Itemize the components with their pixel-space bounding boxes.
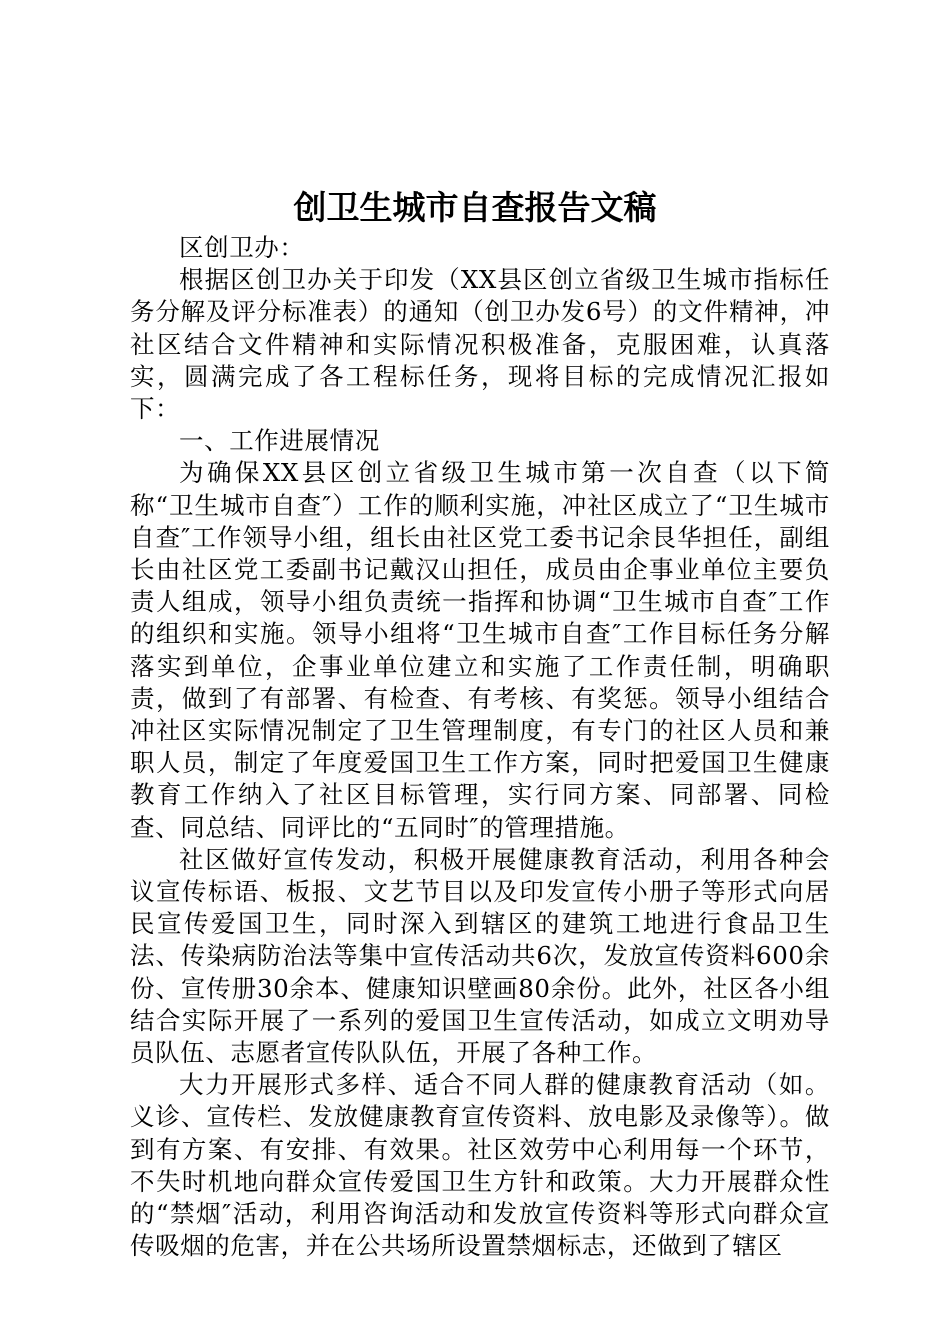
salutation: 区创卫办： (179, 233, 305, 262)
document-body (130, 232, 830, 1263)
body-paragraph: 根据区创卫办关于印发（XX县区创立省级卫生城市指标任务分解及评分标准表）的通知（创卫办发6号）的文件精神，冲社区结合文件精神和实际情况积极准备，克服困难，认真落实，圆满完成了各工程标任务，现将目标的完成情况汇报如下： (130, 265, 830, 424)
body-paragraph: 社区做好宣传发动，积极开展健康教育活动，利用各种会议宣传标语、板报、文艺节目以及印发宣传小册子等形式向居民宣传爱国卫生，同时深入到辖区的建筑工地进行食品卫生法、传染病防治法等集中宣传活动共6次，发放宣传资料600余份、宣传册30余本、健康知识壁画80余份。此外，社区各小组结合实际开展了一系列的爱国卫生宣传活动，如成立文明劝导员队伍、志愿者宣传队队伍，开展了各种工作。 (130, 844, 830, 1068)
body-paragraph: 为确保XX县区创立省级卫生城市第一次自查（以下简称“卫生城市自查″）工作的顺利实施，冲社区成立了“卫生城市自查″工作领导小组，组长由社区党工委书记余艮华担任，副组长由社区党工委副书记戴汉山担任，成员由企事业单位主要负责人组成，领导小组负责统一指挥和协调“卫生城市自查″工作的组织和实施。领导小组将“卫生城市自查″工作目标任务分解落实到单位，企事业单位建立和实施了工作责任制，明确职责，做到了有部署、有检查、有考核、有奖惩。领导小组结合冲社区实际情况制定了卫生管理制度，有专门的社区人员和兼职人员，制定了年度爱国卫生工作方案，同时把爱国卫生健康教育工作纳入了社区目标管理，实行同方案、同部署、同检查、同总结、同评比的“五同时″的管理措施。 (130, 458, 830, 842)
body-paragraph: 大力开展形式多样、适合不同人群的健康教育活动（如。义诊、宣传栏、发放健康教育宣传资料、放电影及录像等）。做到有方案、有安排、有效果。社区效劳中心利用每一个环节，不失时机地向群众宣传爱国卫生方针和政策。大力开展群众性的“禁烟″活动，利用咨询活动和发放宣传资料等形式向群众宣传吸烟的危害，并在公共场所设置禁烟标志，还做到了辖区 (130, 1070, 830, 1261)
section-heading: 一、工作进展情况 (179, 426, 380, 456)
document-title: 创卫生城市自查报告文稿 (293, 188, 657, 227)
